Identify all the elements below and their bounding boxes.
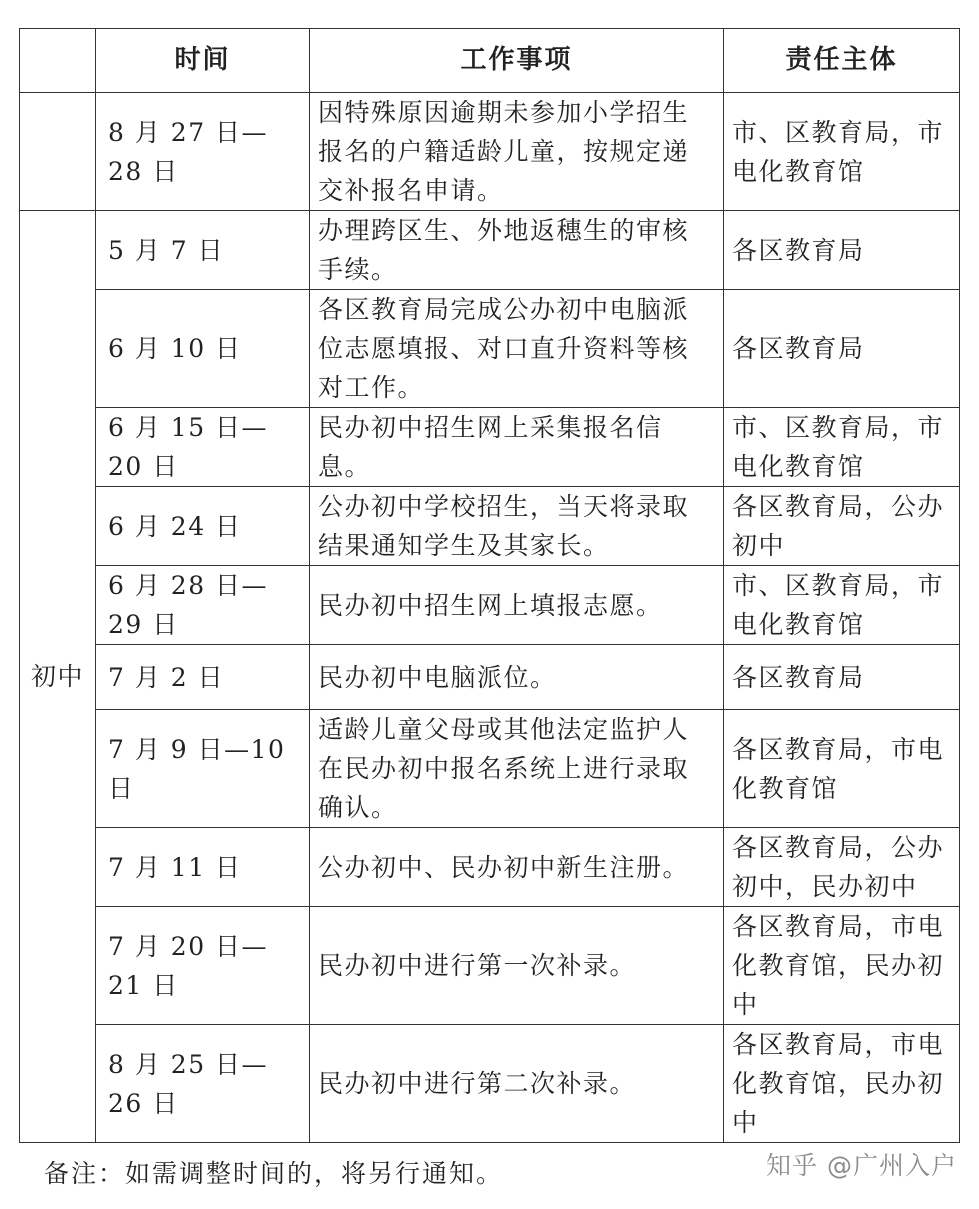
time-cell: 5 月 7 日 (96, 211, 310, 290)
task-cell: 民办初中进行第一次补录。 (310, 907, 724, 1025)
table-row (20, 645, 960, 710)
task-cell: 各区教育局完成公办初中电脑派位志愿填报、对口直升资料等核对工作。 (310, 290, 724, 408)
table-row (20, 1025, 960, 1143)
responsible-cell: 各区教育局，公办初中，民办初中 (724, 828, 960, 907)
time-cell: 8 月 27 日—28 日 (96, 93, 310, 211)
time-cell: 8 月 25 日—26 日 (96, 1025, 310, 1143)
time-cell: 7 月 20 日—21 日 (96, 907, 310, 1025)
header-category (20, 29, 96, 93)
footer-note: 备注：如需调整时间的，将另行通知。 (44, 1159, 504, 1188)
responsible-cell: 各区教育局，公办初中 (724, 487, 960, 566)
time-cell: 6 月 10 日 (96, 290, 310, 408)
table-row (20, 211, 960, 290)
time-cell: 6 月 24 日 (96, 487, 310, 566)
time-cell: 7 月 2 日 (96, 645, 310, 710)
table-row (20, 566, 960, 645)
table-row (20, 408, 960, 487)
task-cell: 民办初中电脑派位。 (310, 645, 724, 710)
table-row (20, 290, 960, 408)
header-responsible: 责任主体 (724, 29, 960, 93)
time-cell: 6 月 28 日—29 日 (96, 566, 310, 645)
table-row (20, 828, 960, 907)
responsible-cell: 各区教育局 (724, 211, 960, 290)
category-cell-empty (20, 93, 96, 211)
table-row (20, 710, 960, 828)
responsible-cell: 各区教育局 (724, 645, 960, 710)
responsible-cell: 市、区教育局，市电化教育馆 (724, 93, 960, 211)
time-cell: 7 月 9 日—10 日 (96, 710, 310, 828)
responsible-cell: 各区教育局 (724, 290, 960, 408)
responsible-cell: 市、区教育局，市电化教育馆 (724, 408, 960, 487)
table-row (20, 907, 960, 1025)
responsible-cell: 各区教育局，市电化教育馆 (724, 710, 960, 828)
responsible-cell: 各区教育局，市电化教育馆，民办初中 (724, 907, 960, 1025)
time-cell: 6 月 15 日—20 日 (96, 408, 310, 487)
table-row (20, 93, 960, 211)
header-task: 工作事项 (310, 29, 724, 93)
task-cell: 民办初中进行第二次补录。 (310, 1025, 724, 1143)
table-row (20, 487, 960, 566)
header-row (20, 29, 960, 93)
time-cell: 7 月 11 日 (96, 828, 310, 907)
category-junior-high: 初中 (20, 211, 96, 1143)
task-cell: 民办初中招生网上填报志愿。 (310, 566, 724, 645)
task-cell: 民办初中招生网上采集报名信息。 (310, 408, 724, 487)
task-cell: 因特殊原因逾期未参加小学招生报名的户籍适龄儿童，按规定递交补报名申请。 (310, 93, 724, 211)
watermark: 知乎 @广州入户 (766, 1151, 957, 1180)
task-cell: 公办初中、民办初中新生注册。 (310, 828, 724, 907)
responsible-cell: 各区教育局，市电化教育馆，民办初中 (724, 1025, 960, 1143)
header-time: 时间 (96, 29, 310, 93)
task-cell: 适龄儿童父母或其他法定监护人在民办初中报名系统上进行录取确认。 (310, 710, 724, 828)
responsible-cell: 市、区教育局，市电化教育馆 (724, 566, 960, 645)
task-cell: 公办初中学校招生，当天将录取结果通知学生及其家长。 (310, 487, 724, 566)
task-cell: 办理跨区生、外地返穗生的审核手续。 (310, 211, 724, 290)
schedule-table (19, 28, 960, 1143)
